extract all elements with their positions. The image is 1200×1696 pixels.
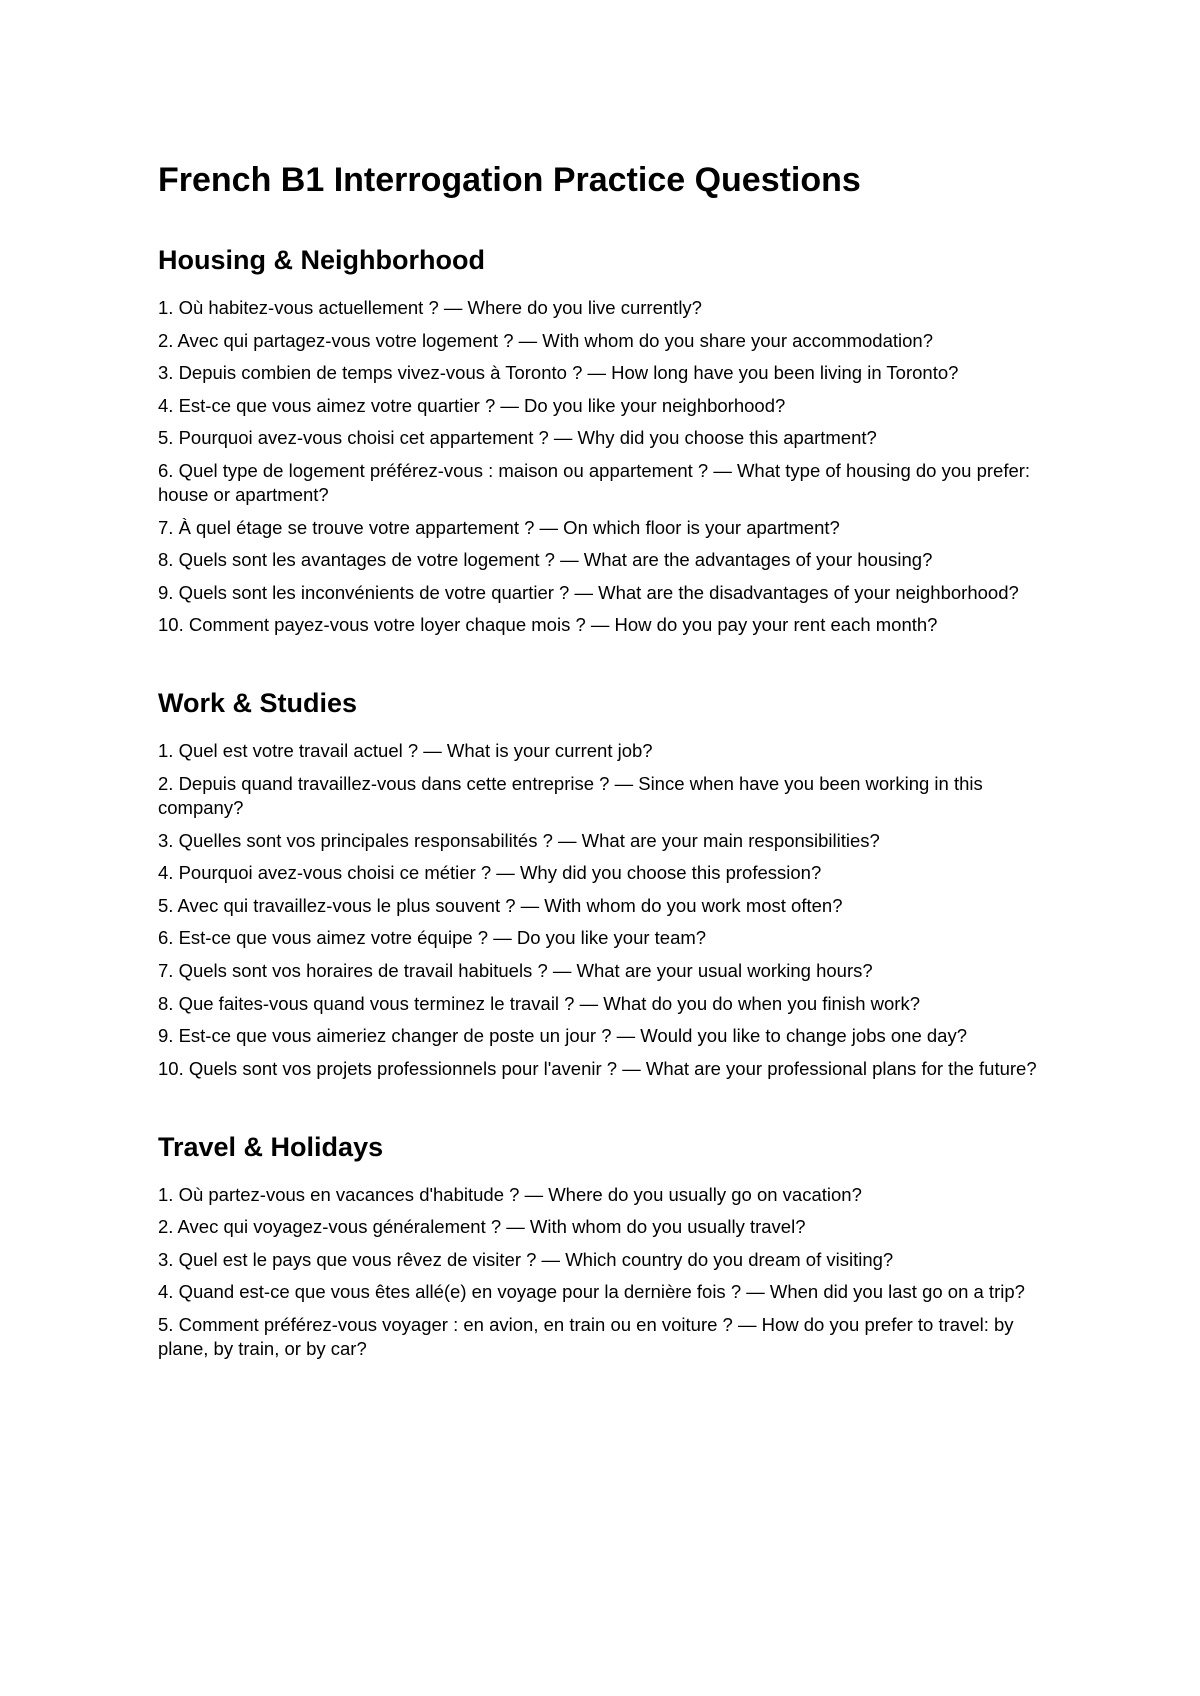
question-list: [158, 296, 1058, 637]
question-item: 7. Quels sont vos horaires de travail habituels ? — What are your usual working hours?: [158, 959, 873, 981]
question-item: 4. Est-ce que vous aimez votre quartier ? — Do you like your neighborhood?: [158, 394, 786, 416]
question-item: 5. Pourquoi avez-vous choisi cet appartement ? — Why did you choose this apartment?: [158, 427, 877, 449]
section-travel: [158, 1131, 1058, 1361]
question-item: 8. Quels sont les avantages de votre logement ? — What are the advantages of your housing?: [158, 549, 933, 571]
section-housing: [158, 244, 1058, 637]
question-item: 9. Quels sont les inconvénients de votre quartier ? — What are the disadvantages of your neighborhood?: [158, 581, 1019, 603]
section-heading: Housing & Neighborhood: [158, 245, 485, 275]
question-item: 2. Avec qui partagez-vous votre logement ? — With whom do you share your accommodation?: [158, 329, 934, 351]
question-item: 10. Quels sont vos projets professionnels pour l'avenir ? — What are your professional plans for the future?: [158, 1057, 1037, 1079]
question-item: 1. Où habitez-vous actuellement ? — Where do you live currently?: [158, 297, 702, 318]
question-item: 5. Avec qui travaillez-vous le plus souvent ? — With whom do you work most often?: [158, 894, 843, 916]
document-page: [158, 160, 1058, 1370]
question-item: 6. Quel type de logement préférez-vous : maison ou appartement ? — What type of housing do you prefer: house or apartment?: [158, 459, 1031, 505]
question-item: 3. Depuis combien de temps vivez-vous à Toronto ? — How long have you been living in Toronto?: [158, 362, 959, 384]
question-item: 4. Quand est-ce que vous êtes allé(e) en voyage pour la dernière fois ? — When did you last go on a trip?: [158, 1281, 1025, 1303]
question-item: 1. Quel est votre travail actuel ? — What is your current job?: [158, 740, 653, 762]
question-item: 4. Pourquoi avez-vous choisi ce métier ? — Why did you choose this profession?: [158, 862, 822, 884]
question-item: 2. Depuis quand travaillez-vous dans cette entreprise ? — Since when have you been working in this company?: [158, 772, 983, 818]
question-item: 6. Est-ce que vous aimez votre équipe ? — Do you like your team?: [158, 927, 707, 949]
question-item: 10. Comment payez-vous votre loyer chaque mois ? — How do you pay your rent each month?: [158, 614, 938, 636]
document-title: French B1 Interrogation Practice Questions: [158, 161, 861, 199]
question-item: 5. Comment préférez-vous voyager : en avion, en train ou en voiture ? — How do you prefer to travel: by plane, by train, or by car?: [158, 1314, 1014, 1360]
question-item: 8. Que faites-vous quand vous terminez le travail ? — What do you do when you finish work?: [158, 992, 920, 1014]
section-heading: Travel & Holidays: [158, 1131, 384, 1162]
question-item: 3. Quelles sont vos principales responsabilités ? — What are your main responsibilities?: [158, 829, 880, 851]
question-list: [158, 1183, 1058, 1361]
question-item: 3. Quel est le pays que vous rêvez de visiter ? — Which country do you dream of visiting?: [158, 1248, 894, 1270]
question-list: [158, 739, 1058, 1080]
question-item: 2. Avec qui voyagez-vous généralement ? — With whom do you usually travel?: [158, 1216, 806, 1238]
section-heading: Work & Studies: [158, 688, 358, 719]
question-item: 7. À quel étage se trouve votre appartement ? — On which floor is your apartment?: [158, 516, 840, 538]
section-work: [158, 687, 1058, 1080]
question-item: 9. Est-ce que vous aimeriez changer de poste un jour ? — Would you like to change jobs one day?: [158, 1025, 968, 1047]
question-item: 1. Où partez-vous en vacances d'habitude ? — Where do you usually go on vacation?: [158, 1183, 862, 1205]
